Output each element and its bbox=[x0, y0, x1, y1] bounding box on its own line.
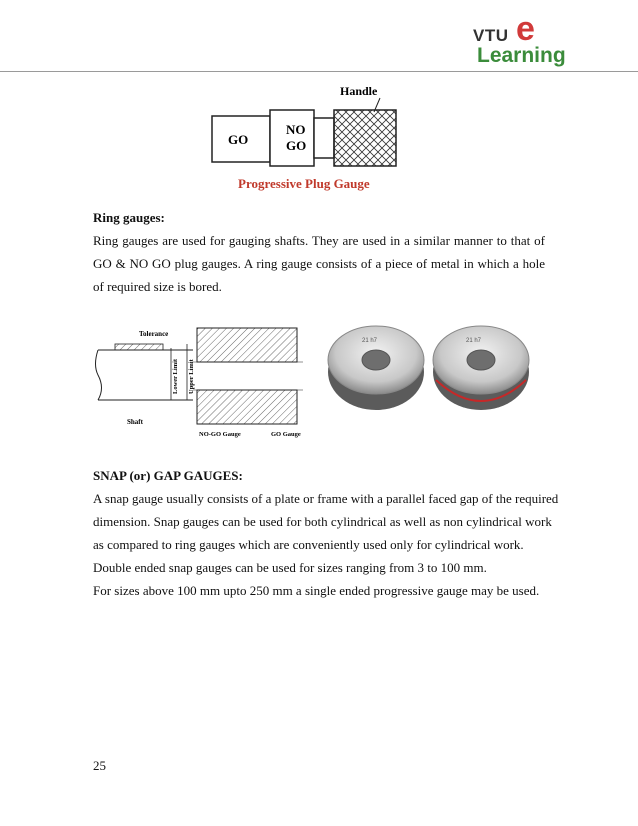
upper-limit-label: Upper Limit bbox=[188, 359, 195, 394]
tolerance-band bbox=[115, 344, 163, 350]
right-ring-bore bbox=[467, 350, 495, 370]
ring-gauge-diagram bbox=[93, 320, 318, 440]
go-gauge-label: GO Gauge bbox=[271, 431, 301, 438]
snap-line-3: as compared to ring gauges which are conveniently used only for cylindrical work. bbox=[93, 537, 524, 552]
right-ring-marking: 21 h7 bbox=[466, 338, 482, 344]
logo-learning-text: Learning bbox=[477, 44, 566, 67]
nogo-label-line2: GO bbox=[286, 138, 307, 153]
nogo-label-line1: NO bbox=[286, 122, 306, 137]
shaft-label: Shaft bbox=[127, 418, 143, 426]
ring-gauges-paragraph: Ring gauges are used for gauging shafts. They are used in a similar manner to that of GO & NO GO plug gauges. A ring gauge consists of a piece of metal in which a hole of required size is bored. bbox=[93, 233, 545, 294]
header-divider bbox=[0, 71, 638, 72]
figure1-caption: Progressive Plug Gauge bbox=[238, 176, 370, 191]
left-ring-marking: 21 h7 bbox=[362, 338, 378, 344]
snap-line-1: A snap gauge usually consists of a plate or frame with a parallel faced gap of the required bbox=[93, 491, 559, 506]
page-number: 25 bbox=[93, 758, 106, 773]
tolerance-label: Tolerance bbox=[139, 330, 169, 338]
go-label: GO bbox=[228, 132, 249, 147]
neck-section bbox=[314, 118, 334, 158]
ring-gauges-heading: Ring gauges: bbox=[93, 210, 165, 225]
logo-e-glyph: e bbox=[516, 10, 535, 48]
left-ring-bore bbox=[362, 350, 390, 370]
knurled-handle bbox=[334, 110, 396, 166]
snap-line-4: Double ended snap gauges can be used for sizes ranging from 3 to 100 mm. bbox=[93, 560, 487, 575]
lower-limit-label: Lower Limit bbox=[172, 358, 179, 394]
logo-vtu-text: VTU bbox=[473, 26, 509, 45]
ring-gauge-photos bbox=[326, 322, 532, 412]
handle-label: Handle bbox=[340, 84, 378, 98]
snap-gauges-heading: SNAP (or) GAP GAUGES: bbox=[93, 468, 243, 483]
nogo-gauge-label: NO-GO Gauge bbox=[199, 431, 241, 438]
snap-line-5: For sizes above 100 mm upto 250 mm a single ended progressive gauge may be used. bbox=[93, 583, 540, 598]
vtu-elearning-logo bbox=[470, 10, 566, 68]
snap-line-2: dimension. Snap gauges can be used for both cylindrical as well as non cylindrical work bbox=[93, 514, 552, 529]
